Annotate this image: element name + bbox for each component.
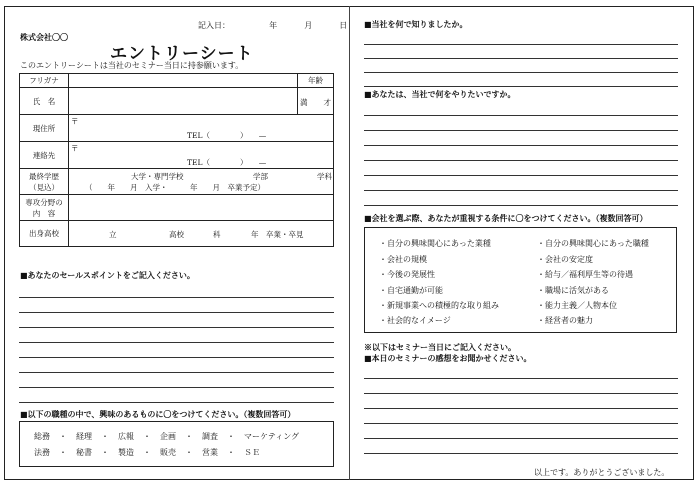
edu-department: 学科 [317,172,332,181]
date-label: 記入日： [198,21,230,30]
furigana-field[interactable] [69,74,298,88]
applicant-info-table [19,73,334,247]
job-types-heading: ■以下の職種の中で、興味のあるものに〇をつけてください。（複数回答可） [20,409,296,419]
condition-item[interactable]: ・会社の規模 [379,255,427,264]
contact-tel: TEL（ ） — [187,158,267,167]
condition-item[interactable]: ・会社の安定度 [537,255,593,264]
high-school-label: 出身高校 [20,221,69,247]
date-year: 年 [269,21,278,30]
age-unit: 満 [300,98,308,107]
major-label: 専攻分野の 内 容 [20,195,69,221]
sales-point-heading: ■あなたのセールスポイントをご記入ください。 [20,270,195,280]
condition-item[interactable]: ・給与／福利厚生等の待遇 [537,270,633,279]
high-school-field[interactable] [69,221,334,247]
conditions-heading: ■会社を選ぶ際、あなたが重視する条件に〇をつけてください。（複数回答可） [364,213,648,223]
conditions-box [364,227,677,333]
date-day: 日 [339,21,348,30]
seminar-note: ※以下はセミナー当日にご記入ください。 [364,342,516,352]
condition-item[interactable]: ・自分の興味関心にあった業種 [379,239,491,248]
hs-year: 年 卒業・卒見 [251,230,304,239]
address-postal-mark: 〒 [71,117,79,126]
major-field[interactable] [69,195,334,221]
job-row-2[interactable]: 法務 ・ 秘書 ・ 製造 ・ 販売 ・ 営業 ・ ＳＥ [34,448,260,457]
edu-faculty: 学部 [253,172,268,181]
impressions-heading: ■本日のセミナーの感想をお聞かせください。 [364,353,532,363]
education-label: 最終学歴 （見込） [20,169,69,195]
edu-dates: （ 年 月 入学・ 年 月 卒業予定） [85,183,265,192]
condition-item[interactable]: ・自分の興味関心にあった職種 [537,239,649,248]
name-label: 氏 名 [20,88,69,115]
company-name: 株式会社〇〇 [20,32,68,42]
hs-ka: 科 [213,230,221,239]
date-month: 月 [304,21,313,30]
instruction-text: このエントリーシートは当社のセミナー当日に持参願います。 [20,61,244,70]
name-field[interactable] [69,88,298,115]
age-label: 年齢 [298,74,334,88]
education-field[interactable] [69,169,334,195]
what-do-heading: ■あなたは、当社で何をやりたいですか。 [364,89,516,99]
furigana-label: フリガナ [20,74,69,88]
how-know-lines[interactable] [364,31,678,87]
condition-item[interactable]: ・新規事業への積極的な取り組み [379,301,499,310]
condition-item[interactable]: ・能力主義／人物本位 [537,301,617,310]
impressions-lines[interactable] [364,364,678,454]
condition-item[interactable]: ・職場に活気がある [537,286,609,295]
age-field[interactable] [298,88,334,115]
contact-postal-mark: 〒 [71,144,79,153]
condition-item[interactable]: ・経営者の魅力 [537,316,593,325]
address-tel: TEL（ ） — [187,131,267,140]
job-types-box [19,421,334,467]
edu-university: 大学・専門学校 [131,172,184,181]
age-suffix: 才 [323,98,331,107]
hs-ritsu: 立 [109,230,117,239]
sales-point-lines[interactable] [19,283,334,403]
page-title: エントリーシート [110,44,254,64]
condition-item[interactable]: ・自宅通勤が可能 [379,286,443,295]
job-row-1[interactable]: 総務 ・ 経理 ・ 広報 ・ 企画 ・ 調査 ・ マーケティング [34,432,300,441]
address-field[interactable] [69,115,334,142]
closing-text: 以上です。ありがとうございました。 [534,468,670,477]
contact-field[interactable] [69,142,334,169]
condition-item[interactable]: ・今後の発展性 [379,270,435,279]
contact-label: 連絡先 [20,142,69,169]
address-label: 現住所 [20,115,69,142]
entry-date-row [198,20,347,31]
what-do-lines[interactable] [364,101,678,206]
condition-item[interactable]: ・社会的なイメージ [379,316,451,325]
hs-koukou: 高校 [169,230,184,239]
center-divider [349,6,350,480]
how-know-heading: ■当社を何で知りましたか。 [364,19,468,29]
